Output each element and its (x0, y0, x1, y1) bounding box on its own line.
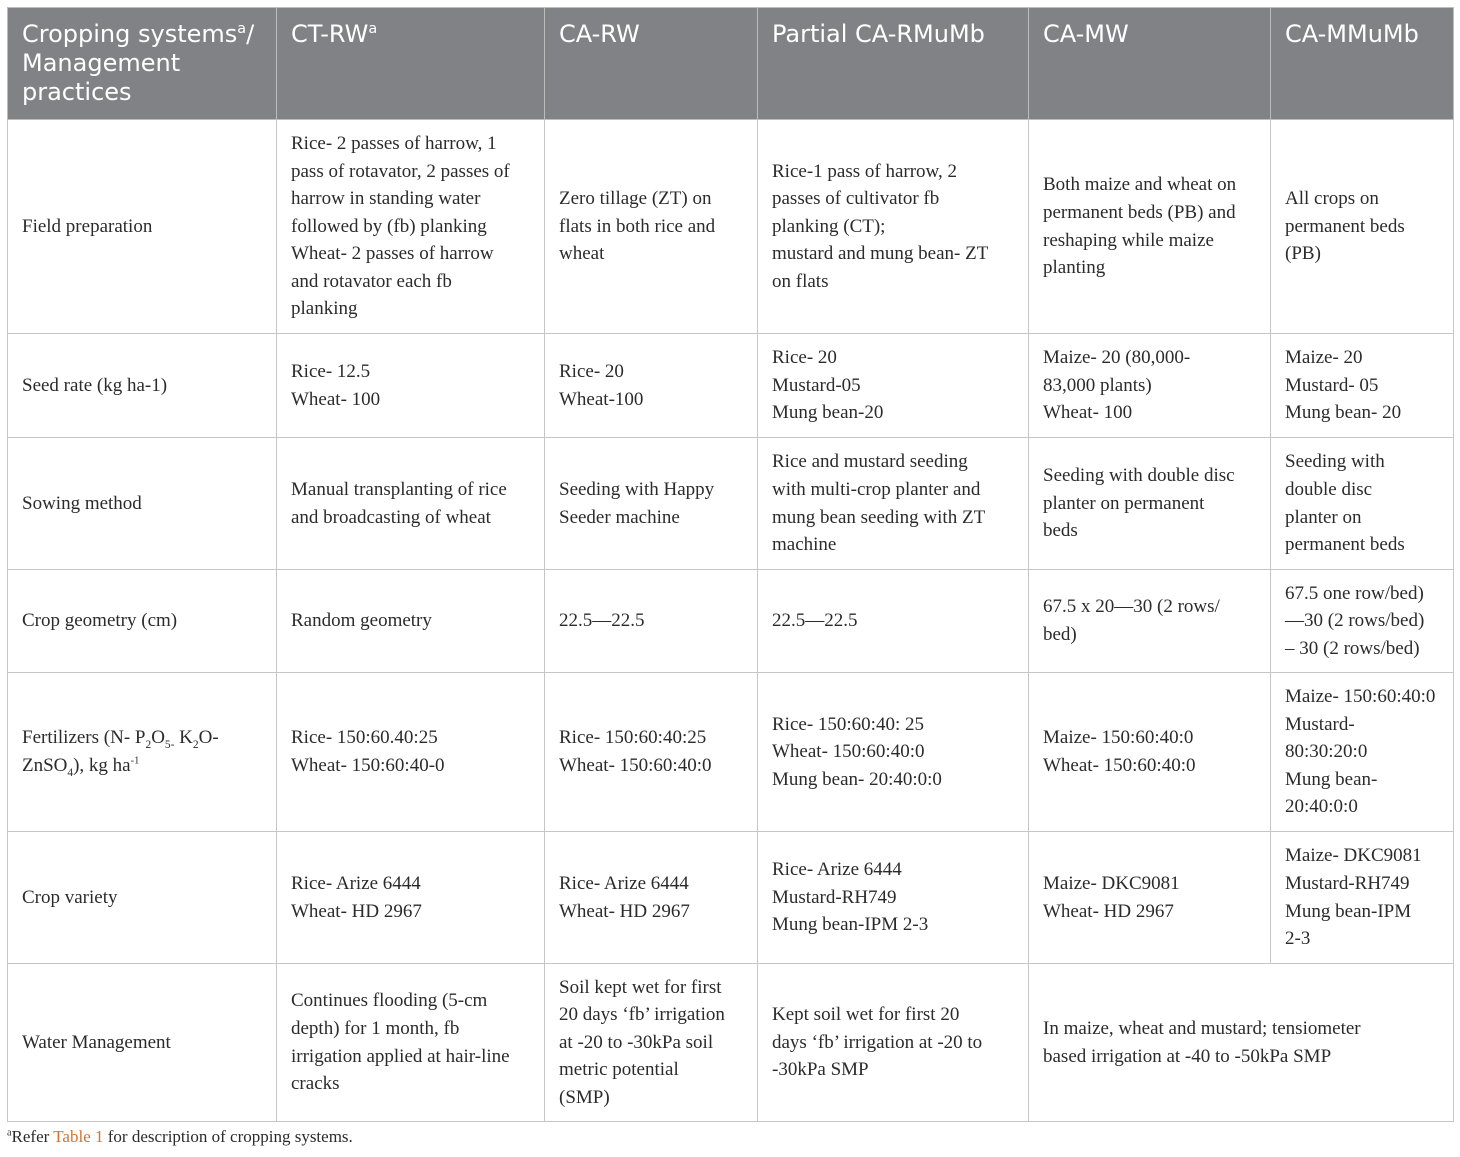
table-cell (277, 832, 545, 964)
header-row (8, 8, 1454, 120)
cell-line: Manual transplanting of rice (291, 478, 507, 500)
cell-line: Rice- 12.5 (291, 360, 371, 382)
cell-line: 83,000 plants) (1043, 374, 1152, 396)
cell-line: Maize- 150:60:40:0 (1043, 727, 1194, 749)
cell-line: Rice- 20 (772, 347, 837, 369)
row-label: Crop variety (8, 832, 277, 964)
cell-line: 67.5 x 20—30 (2 rows/ (1043, 596, 1220, 618)
cell-line: Rice- Arize 6444 (772, 859, 902, 881)
cell-line: cracks (291, 1073, 340, 1095)
table-cell (545, 832, 758, 964)
table-cell (758, 832, 1029, 964)
cell-line: on flats (772, 270, 829, 292)
cell-line: Maize- DKC9081 (1043, 872, 1180, 894)
header-ca-rw: CA-RW (545, 8, 758, 120)
table-cell (545, 120, 758, 334)
table-cell (758, 438, 1029, 570)
cell-line: Rice- 2 passes of harrow, 1 (291, 132, 497, 154)
table-cell (1029, 832, 1271, 964)
cell-line: Rice- 150:60.40:25 (291, 727, 438, 749)
cell-line: reshaping while maize (1043, 229, 1214, 251)
cell-line: Wheat- HD 2967 (1043, 900, 1174, 922)
cell-line: Seeder machine (559, 506, 680, 528)
table-cell-merged (1029, 964, 1454, 1122)
header-cropping-systems: Cropping systems$^a$/ Management practices (8, 8, 277, 120)
cell-line: double disc (1285, 478, 1373, 500)
cell-line: Wheat-100 (559, 388, 644, 410)
table-cell (545, 673, 758, 832)
cell-line: Maize- 20 (1285, 347, 1363, 369)
cell-line: 2-3 (1285, 928, 1311, 950)
cell-line: mustard and mung bean- ZT (772, 243, 989, 265)
cell-line: permanent beds (PB) and (1043, 201, 1236, 223)
cell-line: Mung bean-IPM 2-3 (772, 914, 929, 936)
cell-line: at -20 to -30kPa soil (559, 1031, 714, 1053)
cell-line: permanent beds (1285, 534, 1405, 556)
table-cell (277, 964, 545, 1122)
cell-line: passes of cultivator fb (772, 188, 940, 210)
table-cell (1271, 334, 1454, 438)
cell-line: pass of rotavator, 2 passes of (291, 160, 510, 182)
cell-line: 20 days ‘fb’ irrigation (559, 1004, 725, 1026)
cell-line: harrow in standing water (291, 188, 481, 210)
cell-line: All crops on (1285, 188, 1379, 210)
cell-line: Mustard-RH749 (1285, 872, 1410, 894)
cell-line: Rice and mustard seeding (772, 451, 968, 473)
cell-line: wheat (559, 243, 605, 265)
cell-line: planking (CT); (772, 215, 886, 237)
cell-line: based irrigation at -40 to -50kPa SMP (1043, 1045, 1332, 1067)
cell-line: Wheat- 2 passes of harrow (291, 243, 494, 265)
cell-line: Mustard-05 (772, 374, 861, 396)
cell-line: Seeding with double disc (1043, 465, 1235, 487)
table-row (8, 832, 1454, 964)
table-cell (1029, 570, 1271, 673)
table-cell (758, 964, 1029, 1122)
table-cell (277, 120, 545, 334)
table-footnote: $^a$Refer Table 1 for description of cropping systems. (7, 1127, 353, 1146)
table-cell (758, 570, 1029, 673)
cell-line: Wheat- 100 (1043, 402, 1133, 424)
cell-line: Maize- 150:60:40:0 (1285, 686, 1436, 708)
table-cell (1271, 120, 1454, 334)
cell-line: Rice- 150:60:40: 25 (772, 713, 924, 735)
cell-line: machine (772, 534, 837, 556)
cell-line: Seeding with Happy (559, 478, 715, 500)
header-partial-ca-rmumb: Partial CA-RMuMb (758, 8, 1029, 120)
table-row (8, 673, 1454, 832)
table-row (8, 438, 1454, 570)
cell-line: Mung bean-IPM (1285, 900, 1412, 922)
table-cell (1271, 570, 1454, 673)
cell-line: Mung bean- (1285, 768, 1378, 790)
cell-line: metric potential (559, 1059, 679, 1081)
cell-line: Rice- Arize 6444 (559, 872, 689, 894)
cell-line: permanent beds (1285, 215, 1405, 237)
table-cell (277, 673, 545, 832)
cell-line: planter on permanent (1043, 492, 1205, 514)
cell-line: Rice-1 pass of harrow, 2 (772, 160, 958, 182)
cell-line: beds (1043, 520, 1078, 542)
table-cell (758, 120, 1029, 334)
cell-line: Mustard-RH749 (772, 886, 897, 908)
cell-line: Mustard- 05 (1285, 374, 1379, 396)
cell-line: – 30 (2 rows/bed) (1285, 637, 1420, 659)
table-cell (277, 334, 545, 438)
cell-line: and rotavator each fb (291, 270, 452, 292)
cell-line: (SMP) (559, 1086, 610, 1108)
table-cell (545, 964, 758, 1122)
cell-line: Maize- 20 (80,000- (1043, 347, 1191, 369)
table-cell (1029, 334, 1271, 438)
table-row (8, 120, 1454, 334)
cell-line: Mung bean- 20:40:0:0 (772, 768, 942, 790)
table-1-link[interactable]: Table 1 (53, 1127, 104, 1146)
table-cell (1271, 832, 1454, 964)
cell-line: Mung bean-20 (772, 402, 884, 424)
cell-line: Wheat- 150:60:40:0 (559, 755, 712, 776)
cell-line: Seeding with (1285, 451, 1385, 473)
cell-line: Maize- DKC9081 (1285, 845, 1422, 867)
table-cell (1029, 673, 1271, 832)
cell-line: Soil kept wet for first (559, 976, 722, 998)
cell-line: irrigation applied at hair-line (291, 1045, 510, 1067)
cell-line: planking (291, 298, 358, 320)
cell-line: flats in both rice and (559, 215, 716, 237)
cell-line: Zero tillage (ZT) on (559, 188, 712, 210)
table-row (8, 334, 1454, 438)
table-cell (1029, 438, 1271, 570)
cell-line: followed by (fb) planking (291, 215, 487, 237)
header-ca-mw: CA-MW (1029, 8, 1271, 120)
cell-line: Rice- 20 (559, 360, 624, 382)
row-label: Crop geometry (cm) (8, 570, 277, 673)
table-cell (1271, 438, 1454, 570)
cell-line: Mung bean- 20 (1285, 402, 1402, 424)
cell-line: Wheat- 150:60:40:0 (1043, 755, 1196, 776)
cell-line: days ‘fb’ irrigation at -20 to (772, 1031, 983, 1053)
header-ca-mmumb: CA-MMuMb (1271, 8, 1454, 120)
cell-line: -30kPa SMP (772, 1059, 869, 1081)
cell-line: In maize, wheat and mustard; tensiometer (1043, 1017, 1361, 1039)
cell-line: mung bean seeding with ZT (772, 506, 986, 528)
cell-line: 22.5—22.5 (559, 610, 645, 632)
table-cell (277, 570, 545, 673)
cell-line: planter on (1285, 506, 1362, 528)
cell-line: and broadcasting of wheat (291, 506, 491, 528)
cell-line: 67.5 one row/bed) (1285, 582, 1424, 604)
cell-line: Random geometry (291, 610, 432, 632)
table-row (8, 964, 1454, 1122)
table-cell (758, 334, 1029, 438)
row-label: Seed rate (kg ha-1) (8, 334, 277, 438)
cell-line: Rice- 150:60:40:25 (559, 727, 707, 749)
cell-line: Continues flooding (5-cm (291, 990, 488, 1012)
cell-line: bed) (1043, 624, 1077, 645)
cell-line: 80:30:20:0 (1285, 741, 1368, 763)
table-cell (277, 438, 545, 570)
cell-line: Mustard- (1285, 713, 1355, 735)
cell-line: 22.5—22.5 (772, 610, 858, 632)
table-cell (545, 334, 758, 438)
cell-line: with multi-crop planter and (772, 478, 981, 500)
cell-line: Wheat- 150:60:40:0 (772, 741, 925, 763)
cell-line: —30 (2 rows/bed) (1285, 610, 1425, 632)
cell-line: Wheat- HD 2967 (559, 900, 690, 922)
management-practices-table (7, 7, 1454, 1122)
cell-line: planting (1043, 257, 1106, 279)
row-label: Sowing method (8, 438, 277, 570)
row-label: Water Management (8, 964, 277, 1122)
cell-line: Wheat- 150:60:40-0 (291, 755, 445, 776)
cell-line: Kept soil wet for first 20 (772, 1004, 960, 1026)
cell-line: Rice- Arize 6444 (291, 872, 421, 894)
table-cell (545, 570, 758, 673)
cell-line: 20:40:0:0 (1285, 796, 1358, 818)
row-label: Fertilizers (N- $P_2O_{5-}$ $K_2O-$ ZnSO$_4$), kg $ha^{-1}$ (8, 673, 277, 832)
table-cell (545, 438, 758, 570)
cell-line: Wheat- 100 (291, 388, 381, 410)
table-cell (758, 673, 1029, 832)
cell-line: Wheat- HD 2967 (291, 900, 422, 922)
table-cell (1271, 673, 1454, 832)
header-ct-rw: $CT-RW^a$ (277, 8, 545, 120)
cell-line: Both maize and wheat on (1043, 174, 1237, 196)
cell-line: depth) for 1 month, fb (291, 1017, 460, 1039)
table-cell (1029, 120, 1271, 334)
row-label: Field preparation (8, 120, 277, 334)
table-row (8, 570, 1454, 673)
cell-line: (PB) (1285, 243, 1321, 265)
